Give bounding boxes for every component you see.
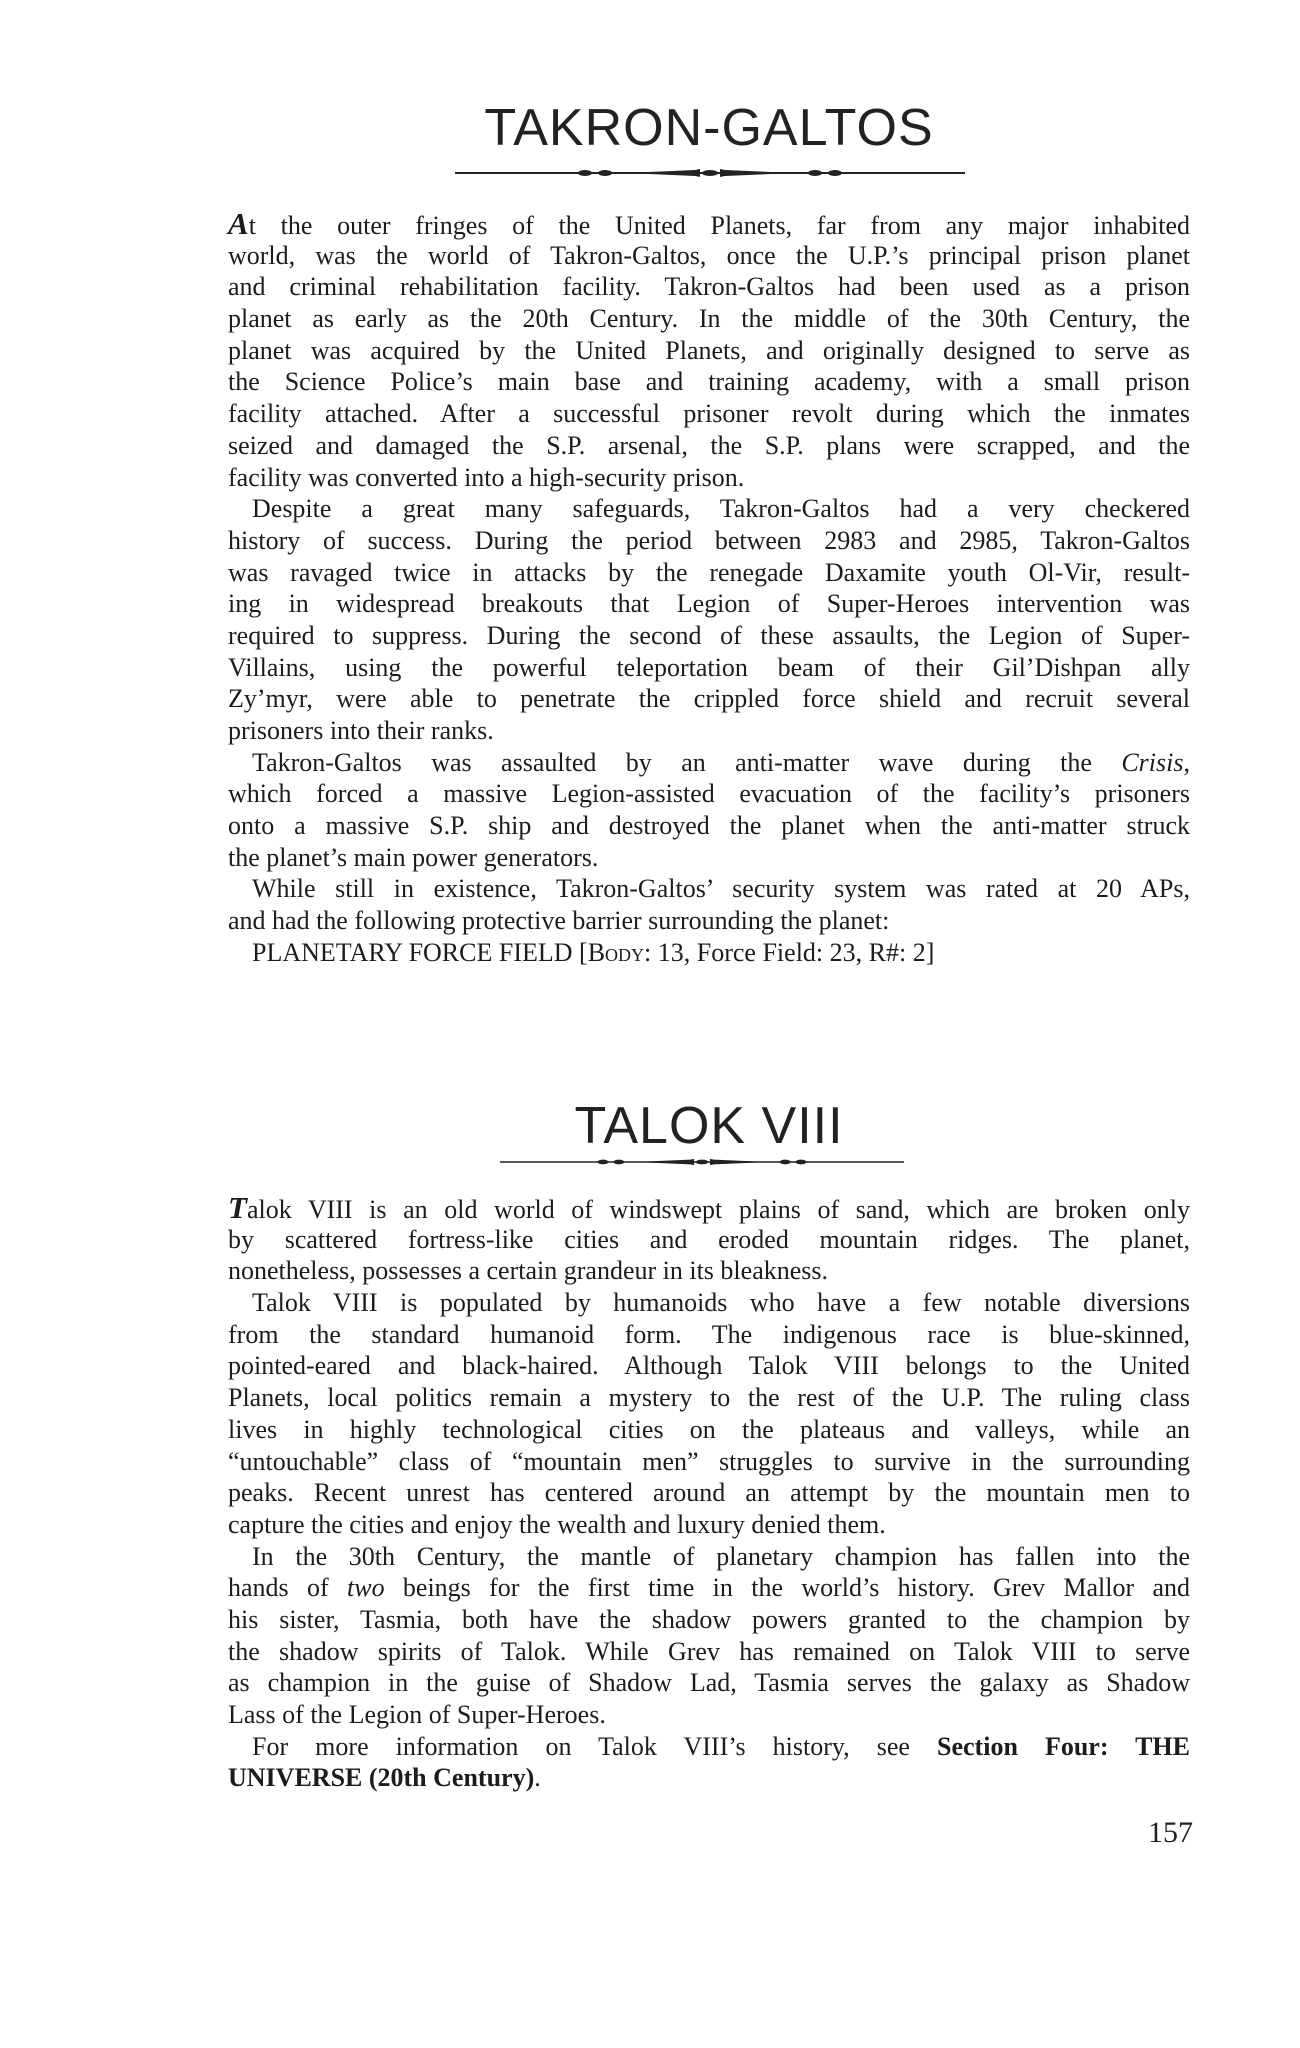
text-segment: PLANETARY FORCE FIELD [ <box>252 937 588 967</box>
text-line <box>228 1731 1190 1763</box>
ornamental-divider <box>455 164 965 182</box>
text-line <box>228 1572 1190 1604</box>
section-body-takron-galtos <box>228 208 1190 969</box>
text-segment: capture the cities and enjoy the wealth and luxury denied them. <box>228 1509 886 1539</box>
text-line <box>228 715 1190 747</box>
text-line <box>228 525 1190 557</box>
text-segment: planet was acquired by the United Planets, and originally designed to serve as <box>228 335 1190 365</box>
text-segment: the Science Police’s main base and training academy, with a small prison <box>228 367 1190 397</box>
text-segment: : 13, Force Field: 23, R#: 2] <box>644 937 935 967</box>
text-segment: Lass of the Legion of Super-Heroes. <box>228 1700 606 1729</box>
text-line <box>228 240 1190 272</box>
text-line <box>228 1446 1190 1478</box>
text-segment: the planet’s main power generators. <box>228 842 599 872</box>
text-segment: as champion in the guise of Shadow Lad, Tasmia serves the galaxy as Shadow <box>228 1668 1190 1698</box>
divider-dot <box>780 1160 791 1165</box>
text-segment: Planets, local politics remain a mystery to the rest of the U.P. The ruling class <box>228 1383 1190 1413</box>
ornamental-divider <box>500 1153 904 1171</box>
text-line <box>228 1319 1190 1351</box>
text-line <box>228 1477 1190 1509</box>
text-line <box>228 1604 1190 1636</box>
text-line <box>228 557 1190 589</box>
text-line <box>228 1414 1190 1446</box>
text-segment: was ravaged twice in attacks by the renegade Daxamite youth Ol-Vir, result- <box>228 557 1190 587</box>
text-segment: his sister, Tasmia, both have the shadow powers granted to the champion by <box>228 1604 1190 1634</box>
text-segment: t the outer fringes of the United Planets, far from any major inhabited <box>248 211 1190 240</box>
text-segment: alok VIII is an old world of windswept plains of sand, which are broken only <box>246 1195 1190 1224</box>
text-line <box>228 810 1190 842</box>
page-number: 157 <box>1148 1816 1193 1849</box>
text-line <box>228 683 1190 715</box>
text-line <box>228 493 1190 525</box>
text-segment: prisoners into their ranks. <box>228 716 494 745</box>
text-line <box>228 430 1190 462</box>
text-segment: , <box>1183 747 1190 777</box>
text-segment: Despite a great many safeguards, Takron-Galtos had a very checkered <box>252 494 1190 524</box>
text-line <box>228 462 1190 494</box>
text-segment: In the 30th Century, the mantle of planetary champion has fallen into the <box>252 1541 1190 1571</box>
text-line <box>228 1636 1190 1668</box>
text-segment: beings for the first time in the world’s history. Grev Mallor and <box>384 1573 1190 1603</box>
divider-dot <box>808 170 822 176</box>
text-line <box>228 366 1190 398</box>
text-line <box>228 747 1190 779</box>
text-segment: pointed-eared and black-haired. Although Talok VIII belongs to the United <box>228 1351 1190 1381</box>
text-line <box>228 398 1190 430</box>
text-line <box>228 1667 1190 1699</box>
styled-text: UNIVERSE (20th Century) <box>228 1763 535 1793</box>
text-line <box>228 271 1190 303</box>
styled-text: Crisis <box>1121 747 1184 777</box>
text-line <box>228 873 1190 905</box>
text-segment: and criminal rehabilitation facility. Takron-Galtos had been used as a prison <box>228 272 1190 302</box>
text-segment: required to suppress. During the second of these assaults, the Legion of Super- <box>228 620 1190 650</box>
text-segment: planet as early as the 20th Century. In the middle of the 30th Century, the <box>228 304 1190 334</box>
text-segment: “untouchable” class of “mountain men” struggles to survive in the surrounding <box>228 1446 1190 1476</box>
section-title-talok-viii: TALOK VIII <box>574 1097 844 1155</box>
text-line <box>228 1192 1190 1224</box>
text-segment: onto a massive S.P. ship and destroyed the planet when the anti-matter struck <box>228 811 1190 841</box>
text-line <box>228 937 1190 969</box>
text-line <box>228 620 1190 652</box>
divider-dot <box>828 170 842 176</box>
initial-letter: T <box>228 1190 247 1225</box>
text-line <box>228 335 1190 367</box>
divider-dot <box>597 1160 608 1165</box>
text-segment: by scattered fortress-like cities and eroded mountain ridges. The planet, <box>228 1224 1190 1254</box>
styled-text: Section Four: THE <box>937 1731 1190 1761</box>
divider-dot <box>578 170 592 176</box>
text-segment: Talok VIII is populated by humanoids who have a few notable diversions <box>252 1288 1190 1318</box>
text-segment: While still in existence, Takron-Galtos’ security system was rated at 20 APs, <box>252 874 1190 904</box>
text-segment: nonetheless, possesses a certain grandeur in its bleakness. <box>228 1256 829 1286</box>
styled-text: Body <box>587 937 645 967</box>
text-line <box>228 1350 1190 1382</box>
section-body-talok-viii <box>228 1192 1190 1794</box>
text-segment: Villains, using the powerful teleportation beam of their Gil’Dishpan ally <box>228 652 1190 682</box>
styled-text: two <box>347 1573 385 1603</box>
text-line <box>228 842 1190 874</box>
text-segment: Takron-Galtos was assaulted by an anti-matter wave during the <box>252 747 1122 777</box>
text-line <box>228 905 1190 937</box>
divider-center-dot <box>696 1160 709 1165</box>
divider-taper-right <box>720 169 795 177</box>
text-segment: lives in highly technological cities on the plateaus and valleys, while an <box>228 1414 1190 1444</box>
text-segment: ing in widespread breakouts that Legion of Super-Heroes intervention was <box>228 589 1190 619</box>
text-segment: For more information on Talok VIII’s history, see <box>252 1731 938 1761</box>
text-segment: which forced a massive Legion-assisted evacuation of the facility’s prisoners <box>228 779 1190 809</box>
text-line <box>228 1255 1190 1287</box>
text-segment: peaks. Recent unrest has centered around an attempt by the mountain men to <box>228 1478 1190 1508</box>
divider-dot <box>795 1160 806 1165</box>
text-line <box>228 778 1190 810</box>
divider-taper-right <box>710 1159 769 1165</box>
text-line <box>228 1762 1190 1794</box>
divider-taper-left <box>625 169 700 177</box>
text-line <box>228 1541 1190 1573</box>
divider-dot <box>598 170 612 176</box>
text-segment: world, was the world of Takron-Galtos, once the U.P.’s principal prison planet <box>228 240 1190 270</box>
text-line <box>228 1699 1190 1731</box>
divider-dot <box>613 1160 624 1165</box>
text-segment: Zy’myr, were able to penetrate the crippled force shield and recruit several <box>228 684 1190 714</box>
text-segment: facility was converted into a high-security prison. <box>228 462 745 492</box>
text-segment: the shadow spirits of Talok. While Grev has remained on Talok VIII to serve <box>228 1636 1190 1666</box>
text-line <box>228 652 1190 684</box>
text-segment: and had the following protective barrier surrounding the planet: <box>228 906 890 936</box>
section-title-takron-galtos: TAKRON-GALTOS <box>484 99 934 157</box>
text-line <box>228 588 1190 620</box>
text-line <box>228 303 1190 335</box>
text-line <box>228 208 1190 240</box>
text-line <box>228 1509 1190 1541</box>
text-line <box>228 1287 1190 1319</box>
text-segment: hands of <box>228 1573 347 1603</box>
text-segment: facility attached. After a successful prisoner revolt during which the inmates <box>228 399 1190 429</box>
divider-center-dot <box>702 170 718 176</box>
text-segment: history of success. During the period between 2983 and 2985, Takron-Galtos <box>228 525 1190 555</box>
divider-taper-left <box>635 1159 694 1165</box>
text-segment: . <box>534 1763 541 1793</box>
text-line <box>228 1382 1190 1414</box>
text-line <box>228 1224 1190 1256</box>
initial-letter: A <box>228 206 249 241</box>
text-segment: seized and damaged the S.P. arsenal, the S.P. plans were scrapped, and the <box>228 430 1190 460</box>
text-segment: from the standard humanoid form. The indigenous race is blue-skinned, <box>228 1319 1190 1349</box>
